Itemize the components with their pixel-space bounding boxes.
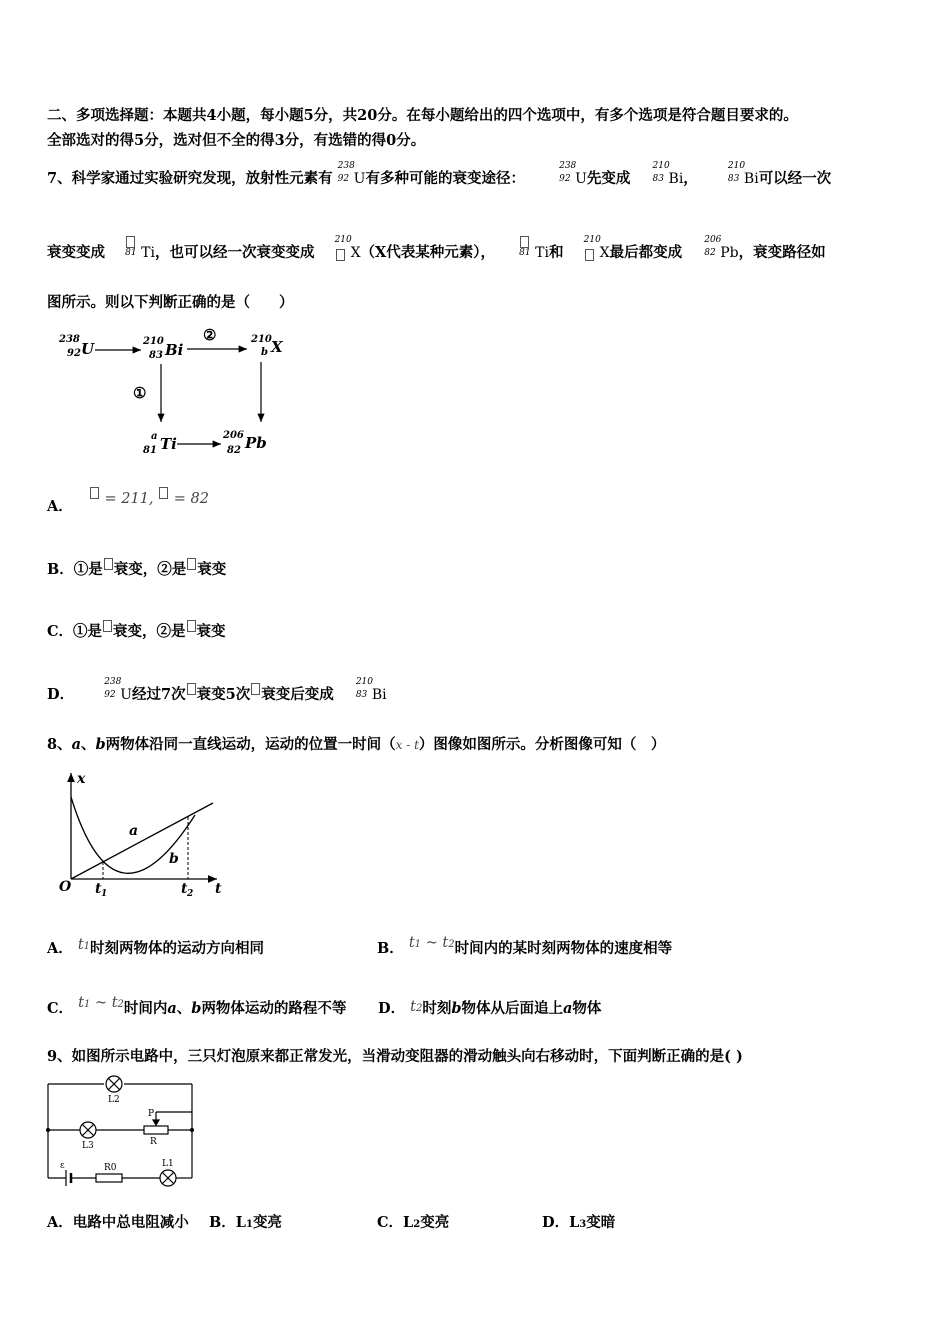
q7-line2 bbox=[47, 235, 826, 262]
q7-stem-part5: 可以经一次 bbox=[758, 170, 832, 187]
isotope-x210: 210 X bbox=[334, 235, 361, 261]
graph-t1: t bbox=[95, 881, 102, 897]
q7-option-a[interactable] bbox=[47, 491, 209, 516]
q7-option-d[interactable]: D． 238 92 U经过7次 衰变5次 衰变后变成 210 83 Bi bbox=[47, 677, 387, 703]
diagram-path-1: ① bbox=[133, 384, 147, 402]
graph-curve-b-label: b bbox=[169, 851, 179, 867]
label-emf: ε bbox=[60, 1161, 65, 1171]
q7-option-c[interactable]: C．①是 衰变，②是 衰变 bbox=[47, 620, 226, 641]
graph-x-label: x bbox=[77, 771, 86, 787]
diagram-pb-mass: 206 bbox=[223, 430, 244, 441]
option-label: A． bbox=[47, 498, 73, 515]
label-r: R bbox=[150, 1137, 157, 1147]
q7-line3: 图所示。则以下判断正确的是（ ） bbox=[47, 294, 294, 311]
resistor-r0 bbox=[96, 1174, 122, 1182]
q7-stem-part6: 衰变变成 bbox=[47, 244, 105, 261]
q8-option-c[interactable]: C． t1 ~ t2时间内a、b两物体运动的路程不等 bbox=[47, 995, 347, 1017]
diagram-pb-z: 82 bbox=[227, 445, 241, 456]
q7-option-b[interactable]: B．①是 衰变，②是 衰变 bbox=[47, 558, 226, 579]
diagram-x-z: b bbox=[261, 347, 268, 358]
circuit-diagram bbox=[44, 1074, 204, 1192]
diagram-path-2: ② bbox=[203, 326, 217, 344]
diagram-u-label: U bbox=[81, 340, 95, 358]
diagram-u-mass: 238 bbox=[59, 334, 80, 345]
isotope-x210-b: 210 X bbox=[583, 235, 610, 261]
isotope-bi210-d: 210 83 Bi bbox=[355, 677, 387, 703]
q7-stem-part8: （X代表某种元素）， bbox=[360, 244, 496, 261]
isotope-ti-b: 81 Ti bbox=[519, 245, 549, 261]
q8-option-a[interactable]: A． t1时刻两物体的运动方向相同 bbox=[47, 937, 265, 957]
q7-stem-part2: 有多种可能的衰变途径： bbox=[365, 170, 525, 187]
q9-option-b[interactable]: B．L1变亮 bbox=[209, 1214, 282, 1231]
isotope-u238: 238 92 U bbox=[337, 161, 366, 187]
option-a-formula: = 211, = 82 bbox=[89, 491, 209, 507]
line-a bbox=[71, 803, 213, 879]
q7-stem-part1: 7、科学家通过实验研究发现，放射性元素有 bbox=[47, 170, 333, 187]
isotope-bi210: 210 83 Bi bbox=[652, 161, 684, 187]
label-l1: L1 bbox=[162, 1159, 174, 1169]
diagram-ti-mass: a bbox=[151, 431, 158, 442]
q7-stem-part10: 最后都变成 bbox=[609, 244, 683, 261]
section-instructions-line1: 二、多项选择题：本题共4小题，每小题5分，共20分。在每小题给出的四个选项中，有多个选项是符合题目要求的。 bbox=[47, 107, 798, 124]
isotope-bi210-b: 210 83 Bi bbox=[727, 161, 759, 187]
isotope-pb206: 206 82 Pb bbox=[704, 235, 739, 261]
q7-stem-part11: ，衰变路径如 bbox=[738, 244, 826, 261]
graph-t-label: t bbox=[215, 881, 222, 897]
q9-option-d[interactable]: D．L3变暗 bbox=[542, 1214, 616, 1231]
diagram-ti-z: 81 bbox=[143, 445, 157, 456]
diagram-pb-label: Pb bbox=[245, 434, 267, 452]
diagram-x-label: X bbox=[271, 338, 283, 356]
diagram-bi-mass: 210 bbox=[143, 336, 164, 347]
graph-curve-a-label: a bbox=[129, 823, 139, 839]
graph-origin: O bbox=[59, 879, 72, 895]
diagram-bi-z: 83 bbox=[149, 350, 163, 361]
q9-option-c[interactable]: C．L2变亮 bbox=[377, 1214, 450, 1231]
xt-graph bbox=[55, 765, 235, 905]
q7-stem-part9: 和 bbox=[549, 244, 564, 261]
q7-line1 bbox=[47, 161, 832, 188]
graph-t1-sub: 1 bbox=[101, 889, 108, 899]
q7-stem-part7: ，也可以经一次衰变变成 bbox=[154, 244, 315, 261]
diagram-x-mass: 210 bbox=[251, 334, 272, 345]
isotope-u238-b: 238 92 U bbox=[559, 161, 587, 187]
q8-option-b[interactable]: B． t1 ~ t2时间内的某时刻两物体的速度相等 bbox=[377, 935, 673, 957]
q9-stem: 9、如图所示电路中，三只灯泡原来都正常发光，当滑动变阻器的滑动触头向右移动时，下面判断正确的是( ) bbox=[47, 1048, 743, 1065]
section-instructions-line2: 全部选对的得5分，选对但不全的得3分，有选错的得0分。 bbox=[47, 132, 426, 149]
isotope-ti: 81 Ti bbox=[125, 245, 155, 261]
label-l2: L2 bbox=[108, 1095, 120, 1105]
rheostat-r bbox=[144, 1126, 168, 1134]
label-r0: R0 bbox=[104, 1163, 117, 1173]
q9-option-a[interactable]: A．电路中总电阻减小 bbox=[47, 1214, 189, 1231]
graph-t2: t bbox=[181, 881, 188, 897]
q8-option-d[interactable]: D． t2时刻b物体从后面追上a物体 bbox=[378, 999, 602, 1017]
q7-stem-part3: 先变成 bbox=[586, 170, 631, 187]
q8-stem: 8、a、b两物体沿同一直线运动，运动的位置一时间（x - t）图像如图所示。分析图像可知（ ） bbox=[47, 736, 666, 753]
q7-stem-part4: ， bbox=[683, 170, 698, 187]
diagram-u-z: 92 bbox=[67, 348, 81, 359]
isotope-u238-d: 238 92 U bbox=[104, 677, 133, 703]
diagram-bi-label: Bi bbox=[165, 341, 184, 359]
label-p: P bbox=[148, 1109, 155, 1119]
graph-t2-sub: 2 bbox=[187, 889, 194, 899]
label-l3: L3 bbox=[82, 1141, 94, 1151]
diagram-ti-label: Ti bbox=[160, 435, 177, 453]
decay-diagram bbox=[55, 322, 295, 462]
